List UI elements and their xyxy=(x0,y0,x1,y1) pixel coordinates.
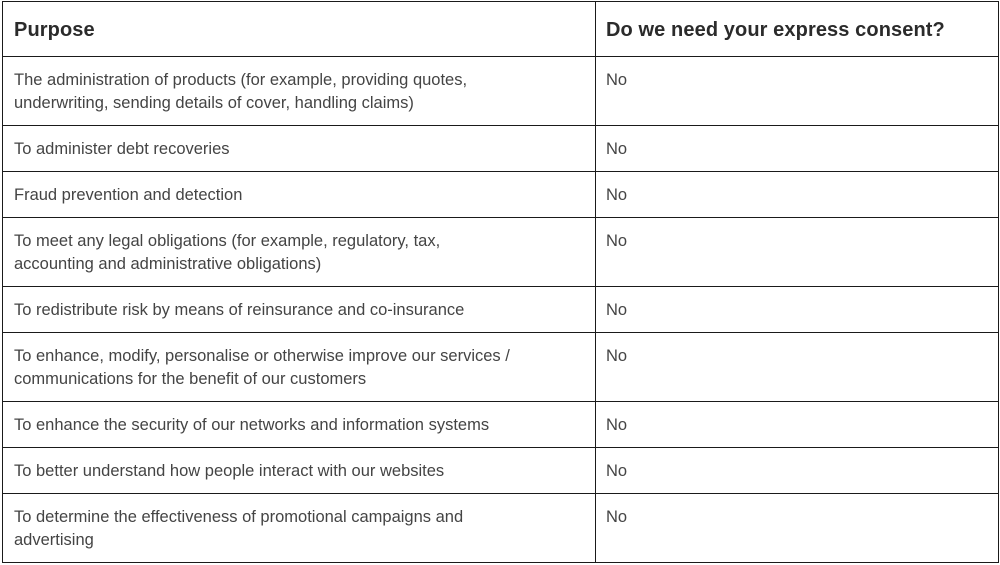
purpose-line: The administration of products (for example, providing quotes, xyxy=(14,71,468,89)
consent-cell: No xyxy=(596,287,999,333)
purpose-line: communications for the benefit of our customers xyxy=(14,370,367,388)
consent-cell: No xyxy=(596,126,999,172)
purpose-cell xyxy=(3,57,596,126)
purpose-cell xyxy=(3,448,596,494)
consent-cell: No xyxy=(596,57,999,126)
purpose-line: To determine the effectiveness of promotional campaigns and xyxy=(14,508,464,526)
purpose-line: To enhance the security of our networks and information systems xyxy=(14,416,490,434)
purpose-cell xyxy=(3,333,596,402)
purpose-line: advertising xyxy=(14,531,94,549)
purpose-cell xyxy=(3,402,596,448)
purpose-cell xyxy=(3,126,596,172)
consent-column-header: Do we need your express consent? xyxy=(596,2,999,57)
table-row xyxy=(3,448,999,494)
purpose-line: underwriting, sending details of cover, handling claims) xyxy=(14,94,414,112)
consent-cell: No xyxy=(596,494,999,563)
purpose-line: To meet any legal obligations (for example, regulatory, tax, xyxy=(14,232,441,250)
purpose-cell xyxy=(3,172,596,218)
purpose-line: To better understand how people interact with our websites xyxy=(14,462,445,480)
table-header-row xyxy=(3,2,999,57)
table-row xyxy=(3,57,999,126)
purpose-line: Fraud prevention and detection xyxy=(14,186,243,204)
consent-cell: No xyxy=(596,333,999,402)
consent-table xyxy=(2,1,999,563)
purpose-column-header: Purpose xyxy=(3,2,596,57)
table-row xyxy=(3,287,999,333)
purpose-line: To administer debt recoveries xyxy=(14,140,230,158)
table-row xyxy=(3,126,999,172)
consent-cell: No xyxy=(596,448,999,494)
consent-cell: No xyxy=(596,218,999,287)
purpose-cell xyxy=(3,287,596,333)
table-row xyxy=(3,333,999,402)
purpose-line: accounting and administrative obligations) xyxy=(14,255,322,273)
table-row xyxy=(3,494,999,563)
table-row xyxy=(3,402,999,448)
purpose-cell xyxy=(3,494,596,563)
table-row xyxy=(3,172,999,218)
consent-table-container xyxy=(2,1,998,563)
purpose-line: To redistribute risk by means of reinsurance and co-insurance xyxy=(14,301,465,319)
consent-cell: No xyxy=(596,402,999,448)
consent-cell: No xyxy=(596,172,999,218)
purpose-cell xyxy=(3,218,596,287)
table-row xyxy=(3,218,999,287)
purpose-line: To enhance, modify, personalise or otherwise improve our services / xyxy=(14,347,510,365)
